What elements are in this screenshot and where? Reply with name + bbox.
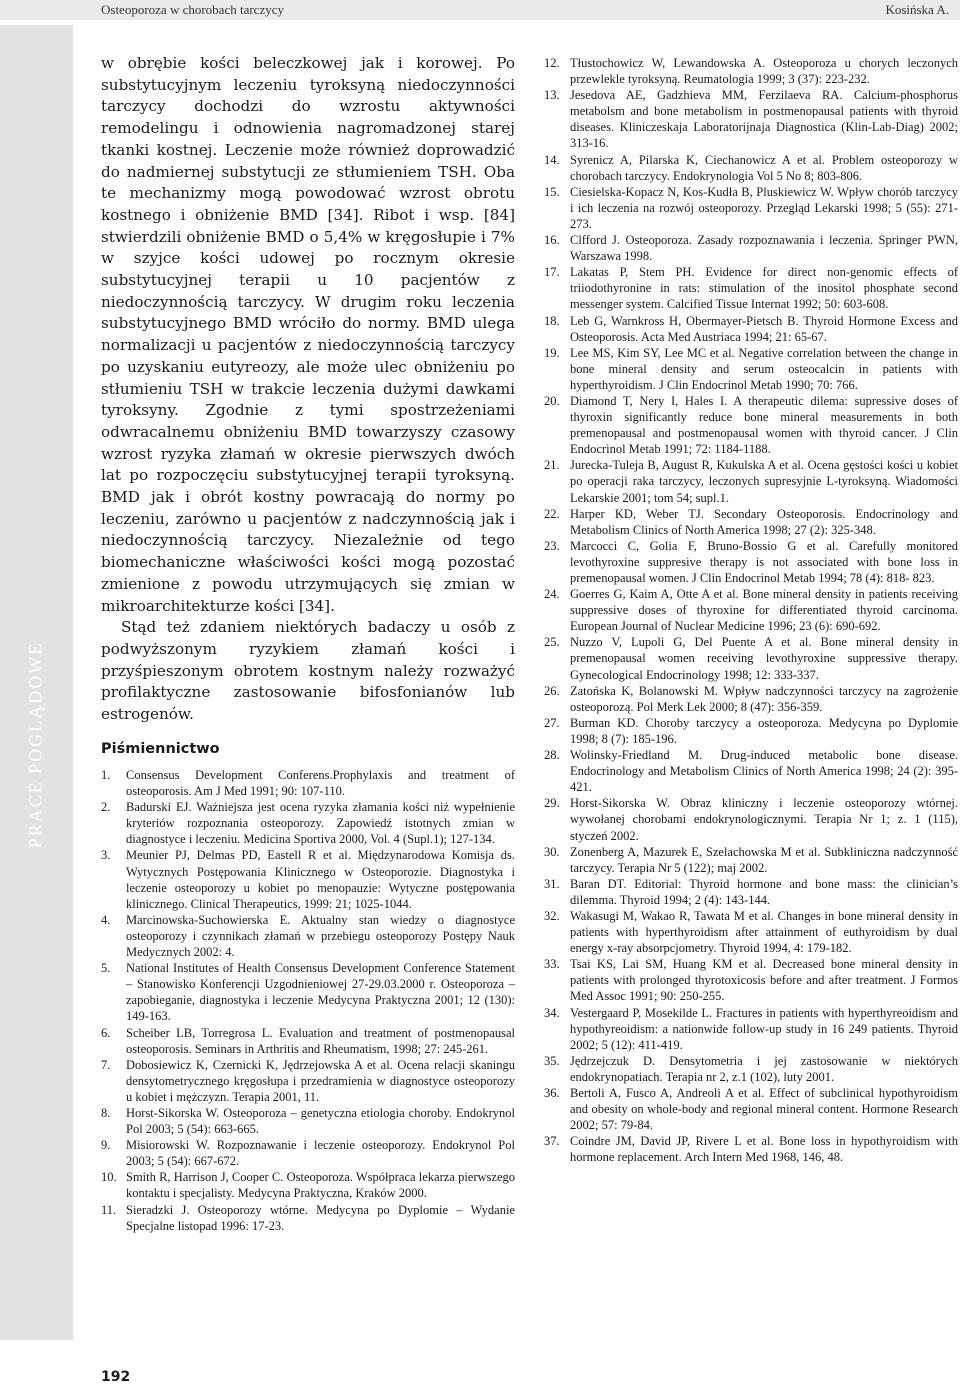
reference-text: Tłustochowicz W, Lewandowska A. Osteoporoza u chorych leczonych przewlekle tyroksyną. Reumatologia 1999; 3 (37): 223-232. (570, 56, 958, 87)
reference-number: 24. (544, 587, 560, 602)
reference-text: Ciesielska-Kopacz N, Kos-Kudła B, Pluskiewicz W. Wpływ chorób tarczycy i ich leczenia na rozwój osteoporozy. Przegląd Lekarski 1998; 5 (55): 271-273. (570, 184, 958, 231)
reference-text: Wolinsky-Friedland M. Drug-induced metabolic bone disease. Endocrinology and Metabolism Clinics of North America 1998; 24 (2): 395-421. (570, 748, 958, 795)
body-text (101, 53, 515, 726)
references-heading: Piśmiennictwo (101, 741, 220, 757)
reference-item (101, 912, 515, 960)
reference-text: Consensus Development Conferens.Prophylaxis and treatment of osteoporosis. Am J Med 1991; 90: 107-110. (126, 768, 515, 799)
reference-number: 7. (101, 1057, 111, 1072)
reference-number: 8. (101, 1105, 111, 1120)
reference-text: Coindre JM, David JP, Rivere L et al. Bone loss in hypothyroidism with hormone replacement. Arch Intern Med 1968, 146, 48. (570, 1134, 958, 1165)
body-paragraph: w obrębie kości beleczkowej jak i korowej. Po substytucyjnym leczeniu tyroksyną niedoczynności tarczycy dochodzi do wzrostu aktywności remodelingu i odnowienia nagromadzonej starej tkanki kostnej. Leczenie może również doprowadzić do nadmiernej substytucji ze stłumieniem TSH. Oba te mechanizmy mogą powodować wzrost obrotu kostnego i obniżenie BMD [34]. Ribot i wsp. [84] stwierdzili obniżenie BMD o 5,4% w kręgosłupie i 7% w szyjce kości udowej po rocznym okresie substytucyjnej terapii u 10 pacjentów z niedoczynnością tarczycy. W drugim roku leczenia substytucyjnego BMD wróciło do normy. BMD ulega normalizacji u pacjentów z niedoczynnością tarczycy po uzyskaniu eutyreozy, ale może ulec obniżeniu po stłumieniu TSH w trakcie leczenia dużymi dawkami tyroksyny. Zgodnie z tymi spostrzeżeniami odwracalnemu obniżeniu BMD towarzyszy czasowy wzrost ryzyka złamań w okresie pierwszych dwóch lat po rozpoczęciu substytucyjnej terapii tyroksyną. BMD jak i obrót kostny powracają do normy po leczeniu, zarówno u pacjentów z nadczynnością jak i niedoczynnością tarczycy. Niezależnie od tego biomechaniczne właściwości kości mogą pozostać zmienione z powodu utrzymujących się zmian w mikroarchitekturze kości [34]. (101, 54, 515, 615)
reference-item (544, 876, 958, 908)
reference-number: 33. (544, 957, 560, 972)
reference-text: Burman KD. Choroby tarczycy a osteoporoza. Medycyna po Dyplomie 1998; 8 (7): 185-196. (570, 715, 958, 746)
reference-number: 31. (544, 876, 560, 891)
reference-item (101, 1105, 515, 1137)
reference-number: 36. (544, 1086, 560, 1100)
reference-number: 34. (544, 1005, 560, 1020)
reference-number: 9. (101, 1138, 111, 1153)
reference-number: 12. (544, 56, 560, 70)
reference-number: 27. (544, 715, 560, 730)
reference-item (101, 767, 515, 799)
reference-text: Zonenberg A, Mazurek E, Szelachowska M et al. Subkliniczna nadczynność tarczycy. Terapia Nr 5 (122); maj 2002. (570, 844, 958, 875)
reference-item (544, 634, 958, 682)
reference-item (544, 683, 958, 715)
reference-item (544, 956, 958, 1004)
body-paragraph: Stąd też zdaniem niektórych badaczy u osób z podwyższonym ryzykiem złamań kości i przyśpieszonym obrotem kostnym należy rozważyć profilaktyczne zastosowanie bifosfonianów lub estrogenów. (101, 618, 515, 724)
reference-number: 1. (101, 768, 111, 782)
reference-text: Goerres G, Kaim A, Otte A et al. Bone mineral density in patients receiving suppressive doses of thyroxine for differentiated thyroid carcinoma. European Journal of Nuclear Medicine 1996; 23 (6): 690-692. (570, 587, 958, 634)
reference-text: Bertoli A, Fusco A, Andreoli A et al. Effect of subclinical hypothyroidism and obesity on whole-body and regional mineral content. Hormone Research 2002; 57: 79-84. (570, 1086, 958, 1133)
reference-text: Sieradzki J. Osteoporozy wtórne. Medycyna po Dyplomie – Wydanie Specjalne listopad 1996: 17-23. (126, 1202, 515, 1233)
reference-number: 28. (544, 748, 560, 763)
reference-item (544, 264, 958, 312)
references-list-right (544, 55, 958, 1165)
header-author: Kosińska A. (885, 2, 949, 17)
reference-item (544, 1053, 958, 1085)
reference-text: Zatońska K, Bolanowski M. Wpływ nadczynności tarczycy na zagrożenie osteoporozą. Pol Merk Lek 2000; 8 (47): 356-359. (570, 683, 958, 714)
reference-item (101, 1025, 515, 1057)
reference-text: Harper KD, Weber TJ. Secondary Osteoporosis. Endocrinology and Metabolism Clinics of North America 1998; 27 (2): 325-348. (570, 506, 958, 537)
reference-item (544, 1085, 958, 1133)
reference-text: Jurecka-Tuleja B, August R, Kukulska A et al. Ocena gęstości kości u kobiet po operacji raka tarczycy, leczonych supresyjnie L-tyroksyną. Wiadomości Lekarskie 2001; tom 54; supl.1. (570, 458, 958, 505)
reference-text: Marcinowska-Suchowierska E. Aktualny stan wiedzy o diagnostyce osteoporozy i czynnikach złamań w przebiegu osteoporozy Postępy Nauk Medycznych 2002: 4. (126, 912, 515, 960)
reference-text: Tsai KS, Lai SM, Huang KM et al. Decreased bone mineral density in patients with prolonged thyrotoxicosis before and after treatment. J Formos Med Assoc 1991; 90: 250-255. (570, 957, 958, 1004)
reference-text: Wakasugi M, Wakao R, Tawata M et al. Changes in bone mineral density in patients with hyperthyroidism after attainment of euthyroidism by dual energy x-ray absorpcjometry. Thyroid 1994, 4: 179-182. (570, 908, 958, 956)
reference-text: Nuzzo V, Lupoli G, Del Puente A et al. Bone mineral density in premenopausal women receiving levothyroxine suppressive therapy. Gynecological Endocrinology 1998; 12: 333-337. (570, 635, 958, 682)
reference-number: 29. (544, 796, 560, 811)
reference-text: Leb G, Warnkross H, Obermayer-Pietsch B. Thyroid Hormone Excess and Osteoporosis. Acta Med Austriaca 1994; 21: 65-67. (570, 313, 958, 344)
reference-text: National Institutes of Health Consensus Development Conference Statement – Stanowisko Konferencji Uzgodnieniowej 27-29.03.2000 r. Osteoporoza – zapobieganie, diagnostyka i leczenie Medycyna Praktyczna 2001; 12 (130): 149-163. (126, 961, 515, 1024)
reference-number: 23. (544, 538, 560, 553)
reference-item (544, 313, 958, 345)
reference-text: Meunier PJ, Delmas PD, Eastell R et al. Międzynarodowa Komisja ds. Wytycznych Postępowania Klinicznego w Osteoporozie. Diagnostyka i leczenie osteoporozy u kobiet po menopauzie: Wytyczne postępowania klinicznego. Clinical Therapeutics, 1999: 21; 1025-1044. (126, 848, 515, 911)
reference-number: 6. (101, 1025, 111, 1040)
reference-item (101, 960, 515, 1024)
reference-item (544, 393, 958, 457)
reference-number: 17. (544, 265, 560, 280)
reference-item (101, 847, 515, 911)
reference-item (544, 747, 958, 795)
reference-text: Syrenicz A, Pilarska K, Ciechanowicz A et al. Problem osteoporozy w chorobach tarczycy. Endokrynologia Vol 5 No 8; 803-806. (570, 152, 958, 183)
reference-number: 16. (544, 233, 560, 248)
reference-number: 26. (544, 683, 560, 698)
reference-item (544, 55, 958, 87)
reference-number: 20. (544, 393, 560, 408)
reference-text: Scheiber LB, Torregrosa L. Evaluation and treatment of postmenopausal osteoporosis. Seminars in Arthritis and Rheumatism, 1998; 27: 245-261. (126, 1025, 515, 1056)
reference-number: 4. (101, 912, 111, 927)
reference-text: Baran DT. Editorial: Thyroid hormone and bone mass: the clinician’s dilemma. Thyroid 1994; 2 (4): 143-144. (570, 876, 958, 907)
header-title: Osteoporoza w chorobach tarczycy (101, 2, 284, 17)
reference-item (544, 1005, 958, 1053)
reference-number: 22. (544, 506, 560, 521)
reference-item (101, 1137, 515, 1169)
section-label: PRACE POGLĄDOWE (25, 641, 46, 849)
reference-number: 11. (101, 1202, 117, 1217)
reference-item (544, 457, 958, 505)
reference-item (101, 1169, 515, 1201)
reference-text: Horst-Sikorska W. Obraz kliniczny i leczenie osteoporozy wtórnej. wywołanej chorobami endokrynologicznymi. Terapia Nr 1; z. 1 (115), styczeń 2002. (570, 796, 958, 843)
reference-text: Vestergaard P, Mosekilde L. Fractures in patients with hyperthyreoidism and hypothyreoidism: a nationwide follow-up study in 16 249 patients. Thyroid 2002; 5 (12): 411-419. (570, 1005, 958, 1052)
reference-text: Diamond T, Nery I, Hales I. A therapeutic dilema: supressive doses of thyroxin significantly reduce bone mineral measurements in both premenopausal and postmenopausal women with thyroid cancer. J Clin Endocrinol Metab 1991; 72: 1184-1188. (570, 393, 958, 457)
reference-item (544, 908, 958, 956)
reference-number: 15. (544, 184, 560, 199)
reference-text: Badurski EJ. Ważniejsza jest ocena ryzyka złamania kości niż wypełnienie kryteriów rozpoznania osteoporozy. Zapowiedź istotnych zmian w diagnostyce i leczeniu. Medicina Sportiva 2000, Vol. 4 (Supl.1); 127-134. (126, 800, 515, 847)
reference-item (101, 1057, 515, 1105)
reference-number: 25. (544, 635, 560, 650)
reference-item (544, 795, 958, 843)
reference-item (101, 799, 515, 847)
reference-item (544, 184, 958, 232)
reference-text: Dobosiewicz K, Czernicki K, Jędrzejowska A et al. Ocena relacji skaningu densytometrycznego kręgosłupa i przedramienia w diagnostyce osteoporozy u kobiet i mężczyzn. Terapia 2001, 11. (126, 1057, 515, 1104)
reference-item (544, 87, 958, 151)
reference-number: 21. (544, 458, 560, 473)
reference-number: 35. (544, 1053, 560, 1068)
reference-text: Jesedova AE, Gadzhieva MM, Ferzilaeva RA. Calcium-phosphorus metabolsm and bone metabolism in postmenopausal patients with thyroid diseases. Kliniczeskaja Laboratorijnaja Diagnostica (Klin-Lab-Diag) 2002; 313-16. (570, 88, 958, 151)
reference-text: Marcocci C, Golia F, Bruno-Bossio G et al. Carefully monitored levothyroxine suppresive therapy is not associated with bone loss in premenopausal women. J Clin Endocrinol Metab 1994; 78 (4): 818- 823. (570, 538, 958, 585)
reference-text: Smith R, Harrison J, Cooper C. Osteoporoza. Współpraca lekarza pierwszego kontaktu i specjalisty. Medycyna Praktyczna, Kraków 2000. (126, 1170, 515, 1201)
reference-number: 2. (101, 800, 111, 815)
reference-number: 13. (544, 88, 560, 103)
reference-text: Clfford J. Osteoporoza. Zasady rozpoznawania i leczenia. Springer PWN, Warszawa 1998. (570, 233, 958, 264)
reference-item (544, 538, 958, 586)
reference-item (544, 152, 958, 184)
reference-item (544, 1133, 958, 1165)
reference-number: 37. (544, 1134, 560, 1149)
reference-item (101, 1202, 515, 1234)
reference-number: 14. (544, 152, 560, 167)
reference-number: 19. (544, 345, 560, 360)
reference-text: Horst-Sikorska W. Osteoporoza – genetyczna etiologia choroby. Endokrynol Pol 2003; 5 (54): 663-665. (126, 1105, 515, 1137)
reference-item (544, 506, 958, 538)
section-sidebar (0, 25, 73, 1340)
reference-item (544, 232, 958, 264)
reference-item (544, 586, 958, 634)
reference-number: 30. (544, 844, 560, 859)
reference-number: 32. (544, 908, 560, 923)
reference-text: Lakatas P, Stem PH. Evidence for direct non-genomic effects of triiodothyronine in rats: stimulation of the inositol phosphate second messenger system. Calcified Tissue Internat 1992; 50: 603-608. (570, 265, 958, 312)
references-list-left (101, 767, 515, 1234)
reference-number: 18. (544, 313, 560, 328)
reference-item (544, 345, 958, 393)
reference-text: Misiorowski W. Rozpoznawanie i leczenie osteoporozy. Endokrynol Pol 2003; 5 (54): 667-672. (126, 1138, 515, 1169)
reference-number: 10. (101, 1170, 117, 1185)
reference-item (544, 844, 958, 876)
reference-text: Lee MS, Kim SY, Lee MC et al. Negative correlation between the change in bone mineral density and serum osteocalcin in patients with hyperthyroidism. J Clin Endocrinol Metab 1990; 70: 766. (570, 345, 958, 392)
reference-item (544, 715, 958, 747)
running-header (0, 0, 960, 20)
page-number: 192 (101, 1369, 131, 1385)
reference-number: 5. (101, 961, 111, 976)
reference-text: Jędrzejczuk D. Densytometria i jej zastosowanie w niektórych endokrynopatiach. Terapia nr 2, z.1 (102), luty 2001. (570, 1053, 958, 1084)
reference-number: 3. (101, 848, 111, 863)
